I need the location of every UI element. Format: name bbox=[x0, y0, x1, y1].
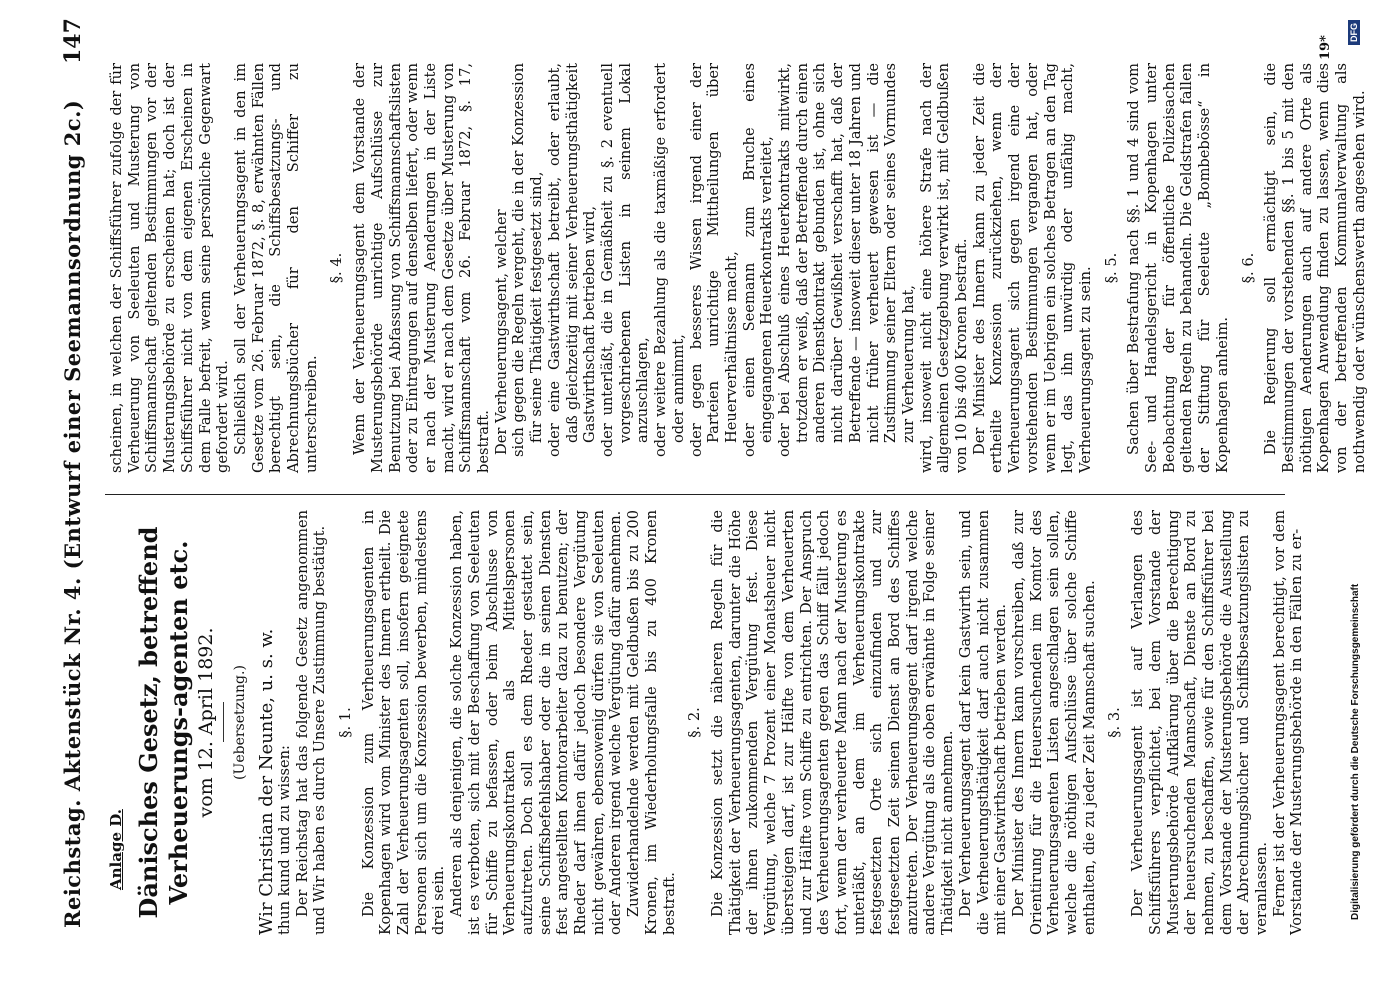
page-number: 147 bbox=[60, 18, 86, 64]
header-title: Reichstag. Aktenstück Nr. 4. (Entwurf einer Seemannsordnung 2c.) bbox=[60, 99, 85, 928]
annex-label: Anlage D. bbox=[107, 809, 125, 890]
section-1-paragraph: Die Konzession zum Verheuerungsagenten in Kopenhagen wird vom Minister des Innern ertheilt. Die Zahl der Verheuerungsagenten soll, insofern geeignete Personen sich um die Konzession bewerben, mindestens drei sein. bbox=[359, 510, 448, 935]
title-rule bbox=[223, 703, 224, 743]
section-5-heading: §. 5. bbox=[1102, 252, 1120, 284]
section-4-item: oder gegen besseres Wissen irgend einer der Parteien unrichtige Mittheilungen über Heuerverhältnisse macht, bbox=[687, 63, 740, 457]
digitization-credit: Digitalisierung gefördert durch die Deutsche Forschungsgemeinschaft bbox=[1350, 583, 1361, 920]
section-2-paragraph: Der Verheuerungsagent darf kein Gastwirth sein, und die Verheuerungsthätigkeit darf auch nicht zusammen mit einer Gastwirthschaft betrieben werden. bbox=[956, 510, 1010, 935]
running-header bbox=[60, 0, 96, 1000]
section-4-item: oder einen Seemann zum Bruche eines eingegangenen Heuerkontrakts verleitet, bbox=[740, 63, 776, 457]
section-4-closing: Der Minister des Innern kann zu jeder Zeit die ertheilte Konzession zurückziehen, wenn der Verheuerungsagent sich gegen irgend eine der vorstehenden Bestimmungen vergangen hat, oder wenn er im Uebrigen ein solches Betragen an den Tag legt, das ihn unwürdig oder unfähig macht, Verheuerungsagent zu sein. bbox=[970, 63, 1094, 473]
signature-mark: 19* bbox=[1318, 35, 1333, 60]
section-1-paragraph: Anderen als denjenigen, die solche Konzession haben, ist es verboten, sich mit der Beschaffung von Seeleuten für Schiffe zu befassen, oder beim Abschlusse von Verheuerungskontrakten als Mittelspersonen aufzutreten. Doch soll es dem Rheder gestattet sein, seine Schiffsbefehlshaber oder die in seinen Diensten fest angestellten Komtorarbeiter dazu zu benutzen; der Rheder darf ihnen dafür jedoch besondere Vergütung nicht gewähren, ebensowenig dürfen sie von Seeleuten oder Anderen irgend welche Vergütung dafür annehmen. bbox=[448, 510, 625, 935]
section-1-heading: §. 1. bbox=[336, 707, 354, 738]
section-4-item: oder unterläßt, die in Gemäßheit zu §. 2 eventuell vorgeschriebenen Listen in seinem Lokal anzuschlagen, bbox=[598, 63, 652, 457]
column-divider bbox=[105, 494, 1285, 495]
dfg-logo: DFG bbox=[1348, 20, 1360, 45]
section-4-item: sich gegen die Regeln vergeht, die in der Konzession für seine Thätigkeit festgesetzt sind, bbox=[510, 63, 546, 457]
continued-paragraph: scheinen, in welchen der Schiffsführer zufolge der für Verheuerung von Seeleuten und Musterung von Schiffsmannschaft geltenden Bestimmungen vor der Musterungsbehörde zu erscheinen hat; doch ist der Schiffsführer nicht von dem eigenen Erscheinen in dem Falle befreit, wenn seine persönliche Gegenwart gefordert wird. bbox=[108, 63, 232, 473]
section-2-paragraph: Die Konzession setzt die näheren Regeln für die Thätigkeit der Verheuerungsagenten, darunter die Höhe der ihnen zukommenden Vergütung fest. Diese Vergütung, welche 7 Prozent einer Monatsheuer nicht übersteigen darf, ist zur Hälfte von dem Verheuerten und zur Hälfte vom Schiffe zu entrichten. Der Anspruch des Verheuerungsagenten gegen das Schiff fällt jedoch fort, wenn der verheuerte Mann nach der Musterung es unterläßt, an dem im Verheuerungskontrakte festgesetzten Orte sich einzufinden und zur festgesetzten Zeit seinen Dienst an Bord des Schiffes anzutreten. Der Verheuerungsagent darf irgend welche andere Vergütung als die oben erwähnte in Folge seiner Thätigkeit nicht annehmen. bbox=[708, 510, 957, 935]
law-title: Dänisches Gesetz, betreffend Verheuerungs-agenten etc. bbox=[133, 526, 193, 919]
section-2-heading: §. 2. bbox=[686, 707, 704, 738]
section-4-closing: wird, insoweit nicht eine höhere Strafe nach der allgemeinen Gesetzgebung verwirkt ist, mit Geldbußen von 10 bis 400 Kronen bestraft. bbox=[917, 63, 971, 473]
section-4-lead: Der Verheuerungsagent, welcher bbox=[492, 209, 510, 455]
section-4-intro: Wenn der Verheuerungsagent dem Vorstande der Musterungsbehörde unrichtige Aufschlüsse zur Benutzung bei Abfassung von Schiffsmannschaftslisten oder zu Eintragungen auf denselben liefert, oder wenn er nach der Musterung Aenderungen in der Liste macht, wird er nach dem Gesetze über Musterung von Schiffsmannschaft vom 26. Februar 1872, §. 17, bestraft. bbox=[351, 63, 493, 473]
law-date: vom 12. April 1892. bbox=[194, 627, 217, 818]
section-4-heading: §. 4. bbox=[328, 252, 346, 284]
section-3-paragraph: Ferner ist der Verheuerungsagent berechtigt, vor dem Vorstande der Musterungsbehörde in den Fällen zu er- bbox=[1270, 510, 1306, 935]
left-column bbox=[108, 510, 1306, 935]
king-line: Wir Christian der Neunte, u. s. w. bbox=[256, 628, 278, 935]
translation-note: (Uebersetzung.) bbox=[232, 665, 249, 780]
right-column bbox=[108, 63, 1369, 473]
intro-line: thun kund und zu wissen: bbox=[275, 745, 293, 935]
section-3-paragraph: Der Verheuerungsagent ist auf Verlangen des Schiffsführers verpflichtet, bei dem Vorstande der Musterungsbehörde Aufklärung über die Berechtigung der heuersuchenden Mannschaft, Dienste an Bord zu nehmen, zu beschaffen, sowie für den Schiffsführer bei dem Vorstande der Musterungsbehörde die Ausstellung der Abrechnungsbücher und Schiffsbesatzungslisten zu veranlassen. bbox=[1129, 510, 1271, 935]
intro-paragraph: Der Reichstag hat das folgende Gesetz angenommen und Wir haben es durch Unsere Zustimmung bestätigt. bbox=[293, 510, 329, 935]
section-2-paragraph: Der Minister des Innern kann vorschreiben, daß zur Orientirung für die Heuersuchenden im Komtor des Verheuerungsagenten Listen angeschlagen sein sollen, welche die nöthigen Aufschlüsse über solche Schiffe enthalten, die zu jeder Zeit Mannschaft suchen. bbox=[1009, 510, 1098, 935]
section-4-item: oder weitere Bezahlung als die taxmäßige erfordert oder annimmt, bbox=[652, 63, 687, 457]
section-6-paragraph: Die Regierung soll ermächtigt sein, die Bestimmungen der vorstehenden §§. 1 bis 5 mit den nöthigen Aenderungen auch auf andere Orte als Kopenhagen Anwendung finden zu lassen, wenn dies von der betreffenden Kommunalverwaltung als nothwendig oder wünschenswerth angesehen wird. bbox=[1262, 63, 1368, 473]
section-4-item: oder eine Gastwirthschaft betreibt, oder erlaubt, daß gleichzeitig mit seiner Verheuerungsthätigkeit Gastwirthschaft betrieben wird, bbox=[545, 63, 599, 457]
section-6-heading: §. 6. bbox=[1239, 252, 1257, 284]
section-3-heading: §. 3. bbox=[1106, 707, 1124, 738]
section-5-paragraph: Sachen über Bestrafung nach §§. 1 und 4 sind vom See- und Handelsgericht in Kopenhagen unter Beobachtung der für öffentliche Polizeisachen geltenden Regeln zu behandeln. Die Geldstrafen fallen der Stiftung für Seeleute „Bombebösse“ in Kopenhagen anheim. bbox=[1125, 63, 1231, 473]
section-1-paragraph: Zuwiderhandelnde werden mit Geldbußen bis zu 200 Kronen, im Wiederholungsfalle bis zu 400 Kronen bestraft. bbox=[625, 510, 678, 935]
continued-paragraph: Schließlich soll der Verheuerungsagent in den im Gesetze vom 26. Februar 1872, §. 8, erwähnten Fällen berechtigt sein, die Schiffsbesatzungs- und Abrechnungsbücher für den Schiffer zu unterschreiben. bbox=[231, 63, 320, 473]
section-4-item: oder bei Abschluß eines Heuerkontrakts mitwirkt, trotzdem er weiß, daß der Betreffende durch einen anderen Dienstkontrakt gebunden ist, ohne sich nicht darüber Gewißheit verschafft hat, daß der Betreffende — insoweit dieser unter 18 Jahren und nicht früher verheuert gewesen ist — die Zustimmung seiner Eltern oder seines Vormundes zur Verheuerung hat, bbox=[776, 63, 917, 457]
